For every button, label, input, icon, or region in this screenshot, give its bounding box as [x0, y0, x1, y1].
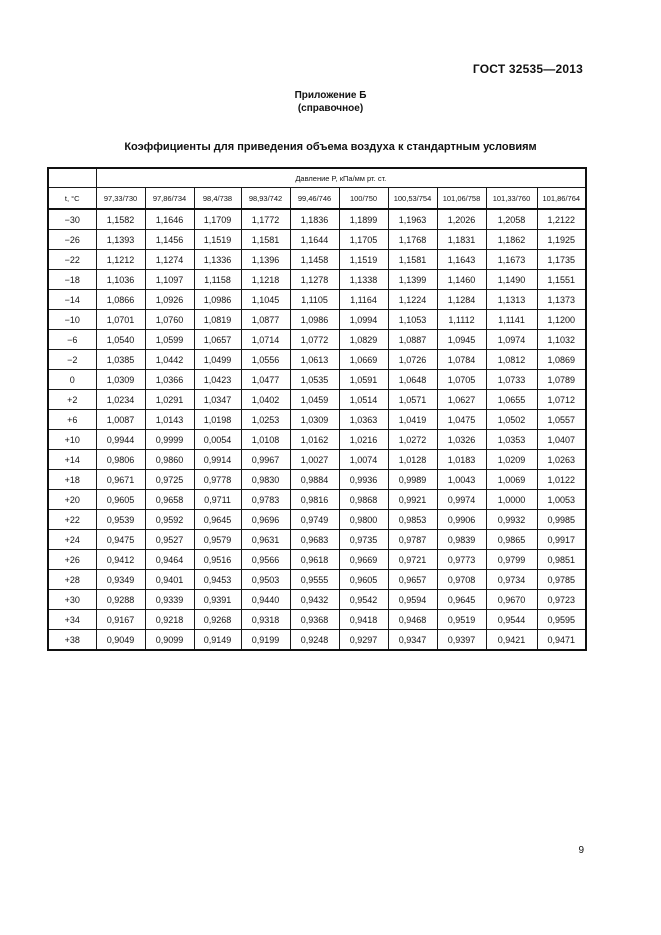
table-row [48, 510, 586, 530]
coefficient-cell: 0,9397 [437, 630, 486, 651]
coefficient-cell: 0,9671 [96, 470, 145, 490]
table-row [48, 330, 586, 350]
coefficient-cell: 0,9853 [388, 510, 437, 530]
coefficient-cell: 0,9936 [339, 470, 388, 490]
coefficient-cell: 0,9851 [537, 550, 586, 570]
page-number: 9 [578, 845, 584, 856]
document-code: ГОСТ 32535—2013 [472, 62, 583, 76]
coefficient-cell: 1,1097 [145, 270, 194, 290]
coefficient-cell: 0,9799 [486, 550, 537, 570]
coefficient-cell: 1,0366 [145, 370, 194, 390]
coefficient-cell: 1,0655 [486, 390, 537, 410]
table-row [48, 230, 586, 250]
coefficient-cell: 0,9339 [145, 590, 194, 610]
coefficient-cell: 1,1313 [486, 290, 537, 310]
coefficient-cell: 0,9721 [388, 550, 437, 570]
coefficient-cell: 0,9595 [537, 610, 586, 630]
coefficient-cell: 0,9645 [194, 510, 241, 530]
coefficient-cell: 0,9566 [241, 550, 290, 570]
coefficient-cell: 0,9218 [145, 610, 194, 630]
pressure-column-header: 100,53/754 [388, 188, 437, 210]
coefficient-cell: 0,9519 [437, 610, 486, 630]
coefficient-cell: 1,1218 [241, 270, 290, 290]
coefficient-cell: 1,1278 [290, 270, 339, 290]
coefficient-cell: 1,0027 [290, 450, 339, 470]
coefficient-cell: 1,0599 [145, 330, 194, 350]
table-row [48, 610, 586, 630]
table-row [48, 250, 586, 270]
coefficient-cell: 0,9347 [388, 630, 437, 651]
coefficient-cell: 0,9800 [339, 510, 388, 530]
coefficient-cell: 0,9723 [537, 590, 586, 610]
coefficient-cell: 0,9985 [537, 510, 586, 530]
coefficient-cell: 1,0108 [241, 430, 290, 450]
appendix-title: Приложение Б [294, 90, 367, 101]
coefficient-cell: 1,1373 [537, 290, 586, 310]
temperature-cell: +26 [48, 550, 96, 570]
coefficient-cell: 1,0477 [241, 370, 290, 390]
coefficient-cell: 0,9555 [290, 570, 339, 590]
temperature-cell: −26 [48, 230, 96, 250]
coefficient-cell: 1,0760 [145, 310, 194, 330]
coefficient-cell: 1,1274 [145, 250, 194, 270]
coefficient-cell: 1,0263 [537, 450, 586, 470]
pressure-column-header: 97,33/730 [96, 188, 145, 210]
temperature-column-header: t, °С [48, 188, 96, 210]
coefficient-cell: 1,0705 [437, 370, 486, 390]
coefficient-cell: 1,2058 [486, 209, 537, 230]
coefficient-cell: 1,1646 [145, 209, 194, 230]
coefficient-cell: 0,9860 [145, 450, 194, 470]
coefficient-cell: 0,9475 [96, 530, 145, 550]
temperature-cell: −18 [48, 270, 96, 290]
coefficient-cell: 0,9868 [339, 490, 388, 510]
coefficient-cell: 1,1862 [486, 230, 537, 250]
coefficient-cell: 0,9503 [241, 570, 290, 590]
coefficient-cell: 1,0402 [241, 390, 290, 410]
temperature-cell: +38 [48, 630, 96, 651]
coefficient-cell: 1,0069 [486, 470, 537, 490]
coefficient-cell: 1,1045 [241, 290, 290, 310]
table-row [48, 270, 586, 290]
coefficient-cell: 0,9785 [537, 570, 586, 590]
table-group-header-row [48, 168, 586, 188]
coefficient-cell: 0,9806 [96, 450, 145, 470]
coefficient-cell: 1,1141 [486, 310, 537, 330]
temperature-cell: +28 [48, 570, 96, 590]
coefficient-cell: 1,0053 [537, 490, 586, 510]
coefficient-cell: 1,0819 [194, 310, 241, 330]
coefficient-cell: 0,9099 [145, 630, 194, 651]
coefficient-cell: 1,0869 [537, 350, 586, 370]
coefficient-cell: 1,0556 [241, 350, 290, 370]
coefficient-cell: 1,0143 [145, 410, 194, 430]
coefficient-cell: 0,9527 [145, 530, 194, 550]
coefficient-cell: 0,9734 [486, 570, 537, 590]
coefficient-cell: 1,1551 [537, 270, 586, 290]
coefficient-cell: 1,0309 [96, 370, 145, 390]
coefficient-cell: 1,1036 [96, 270, 145, 290]
coefficient-cell: 1,1164 [339, 290, 388, 310]
coefficient-cell: 1,1581 [241, 230, 290, 250]
coefficient-cell: 1,1490 [486, 270, 537, 290]
coefficient-cell: 0,9248 [290, 630, 339, 651]
coefficient-cell: 1,1456 [145, 230, 194, 250]
coefficient-cell: 1,1643 [437, 250, 486, 270]
temperature-cell: +18 [48, 470, 96, 490]
coefficient-cell: 1,1735 [537, 250, 586, 270]
coefficient-cell: 1,0648 [388, 370, 437, 390]
coefficient-cell: 1,0209 [486, 450, 537, 470]
coefficient-cell: 1,1338 [339, 270, 388, 290]
coefficient-cell: 1,0701 [96, 310, 145, 330]
coefficient-cell: 1,0043 [437, 470, 486, 490]
coefficient-cell: 0,9297 [339, 630, 388, 651]
coefficient-cell: 0,9708 [437, 570, 486, 590]
table-row [48, 209, 586, 230]
coefficient-cell: 0,9421 [486, 630, 537, 651]
coefficient-cell: 0,9839 [437, 530, 486, 550]
coefficient-cell: 1,1768 [388, 230, 437, 250]
table-row [48, 590, 586, 610]
coefficient-cell: 1,1224 [388, 290, 437, 310]
table-row [48, 430, 586, 450]
coefficient-cell: 1,0502 [486, 410, 537, 430]
coefficient-cell: 1,0994 [339, 310, 388, 330]
pressure-column-header: 101,33/760 [486, 188, 537, 210]
coefficient-cell: 1,1925 [537, 230, 586, 250]
coefficient-cell: 0,9605 [339, 570, 388, 590]
coefficient-cell: 0,9932 [486, 510, 537, 530]
coefficient-cell: 1,0353 [486, 430, 537, 450]
coefficient-cell: 1,0442 [145, 350, 194, 370]
table-row [48, 490, 586, 510]
coefficient-cell: 1,1519 [194, 230, 241, 250]
temperature-cell: −14 [48, 290, 96, 310]
coefficient-cell: 1,0499 [194, 350, 241, 370]
pressure-column-header: 100/750 [339, 188, 388, 210]
coefficient-cell: 0,9544 [486, 610, 537, 630]
coefficient-cell: 1,1673 [486, 250, 537, 270]
pressure-column-header: 97,86/734 [145, 188, 194, 210]
coefficient-cell: 1,0557 [537, 410, 586, 430]
temperature-cell: −10 [48, 310, 96, 330]
coefficient-cell: 0,9778 [194, 470, 241, 490]
table-row [48, 630, 586, 651]
coefficient-cell: 0,9696 [241, 510, 290, 530]
temperature-cell: +10 [48, 430, 96, 450]
table-header-spacer [48, 168, 96, 188]
coefficient-cell: 1,0385 [96, 350, 145, 370]
table-row [48, 310, 586, 330]
coefficient-cell: 1,0074 [339, 450, 388, 470]
coefficient-cell: 1,0926 [145, 290, 194, 310]
coefficient-cell: 1,1336 [194, 250, 241, 270]
table-row [48, 450, 586, 470]
coefficient-cell: 0,9412 [96, 550, 145, 570]
coefficient-cell: 0,9749 [290, 510, 339, 530]
coefficient-cell: 0,9773 [437, 550, 486, 570]
coefficient-cell: 0,9268 [194, 610, 241, 630]
coefficient-cell: 0,9974 [437, 490, 486, 510]
coefficient-cell: 0,9711 [194, 490, 241, 510]
temperature-cell: +30 [48, 590, 96, 610]
coefficient-cell: 0,9368 [290, 610, 339, 630]
coefficient-cell: 1,1200 [537, 310, 586, 330]
coefficient-cell: 0,9631 [241, 530, 290, 550]
coefficient-cell: 1,1899 [339, 209, 388, 230]
coefficient-cell: 1,0291 [145, 390, 194, 410]
coefficient-cell: 0,9725 [145, 470, 194, 490]
coefficient-cell: 0,9199 [241, 630, 290, 651]
coefficient-cell: 1,0712 [537, 390, 586, 410]
temperature-cell: +24 [48, 530, 96, 550]
coefficient-cell: 1,0122 [537, 470, 586, 490]
pressure-column-header: 98,93/742 [241, 188, 290, 210]
coefficient-cell: 1,0347 [194, 390, 241, 410]
coefficient-cell: 1,0514 [339, 390, 388, 410]
coefficient-cell: 1,0540 [96, 330, 145, 350]
coefficient-cell: 1,0877 [241, 310, 290, 330]
pressure-column-header: 101,86/764 [537, 188, 586, 210]
table-body [48, 209, 586, 650]
coefficient-cell: 1,0183 [437, 450, 486, 470]
table-caption: Коэффициенты для приведения объема воздуха к стандартным условиям [124, 141, 537, 153]
table-row [48, 550, 586, 570]
coefficient-cell: 1,0887 [388, 330, 437, 350]
coefficient-cell: 0,9944 [96, 430, 145, 450]
coefficient-cell: 1,0726 [388, 350, 437, 370]
coefficient-cell: 1,1772 [241, 209, 290, 230]
coefficient-cell: 1,0423 [194, 370, 241, 390]
coefficient-cell: 0,9468 [388, 610, 437, 630]
coefficient-cell: 1,0309 [290, 410, 339, 430]
temperature-cell: +34 [48, 610, 96, 630]
coefficient-cell: 1,2122 [537, 209, 586, 230]
temperature-cell: −6 [48, 330, 96, 350]
temperature-cell: 0 [48, 370, 96, 390]
coefficient-cell: 1,1836 [290, 209, 339, 230]
temperature-cell: −30 [48, 209, 96, 230]
appendix-type: (справочное) [297, 103, 364, 114]
coefficient-cell: 0,9657 [388, 570, 437, 590]
coefficient-cell: 0,9830 [241, 470, 290, 490]
coefficient-cell: 1,1582 [96, 209, 145, 230]
coefficient-cell: 1,0789 [537, 370, 586, 390]
pressure-group-header: Давление P, кПа/мм рт. ст. [96, 168, 586, 188]
coefficient-cell: 0,9391 [194, 590, 241, 610]
coefficient-cell: 1,1831 [437, 230, 486, 250]
coefficient-cell: 1,0459 [290, 390, 339, 410]
coefficient-cell: 0,9787 [388, 530, 437, 550]
coefficient-cell: 1,0974 [486, 330, 537, 350]
coefficient-cell: 1,0657 [194, 330, 241, 350]
coefficient-cell: 1,1393 [96, 230, 145, 250]
coefficient-cell: 0,9906 [437, 510, 486, 530]
temperature-cell: +14 [48, 450, 96, 470]
coefficient-cell: 1,1212 [96, 250, 145, 270]
coefficient-cell: 1,1112 [437, 310, 486, 330]
coefficient-cell: 0,9914 [194, 450, 241, 470]
coefficient-cell: 0,9579 [194, 530, 241, 550]
coefficient-cell: 1,0326 [437, 430, 486, 450]
coefficient-cell: 0,9658 [145, 490, 194, 510]
coefficient-cell: 0,9967 [241, 450, 290, 470]
coefficient-cell: 0,9670 [486, 590, 537, 610]
coefficient-cell: 0,9816 [290, 490, 339, 510]
coefficient-cell: 0,9917 [537, 530, 586, 550]
coefficient-cell: 0,9683 [290, 530, 339, 550]
coefficient-cell: 0,9645 [437, 590, 486, 610]
coefficient-cell: 1,0363 [339, 410, 388, 430]
coefficient-cell: 0,9605 [96, 490, 145, 510]
coefficient-cell: 1,0733 [486, 370, 537, 390]
coefficient-cell: 0,9418 [339, 610, 388, 630]
coefficient-cell: 0,9149 [194, 630, 241, 651]
coefficient-cell: 1,0407 [537, 430, 586, 450]
coefficient-cell: 1,1963 [388, 209, 437, 230]
coefficient-cell: 1,2026 [437, 209, 486, 230]
temperature-cell: +6 [48, 410, 96, 430]
table-row [48, 350, 586, 370]
coefficient-cell: 1,0087 [96, 410, 145, 430]
coefficient-cell: 1,1709 [194, 209, 241, 230]
coefficient-cell: 0,9989 [388, 470, 437, 490]
table-row [48, 290, 586, 310]
coefficient-cell: 1,0475 [437, 410, 486, 430]
coefficient-cell: 1,0272 [388, 430, 437, 450]
coefficient-cell: 1,0714 [241, 330, 290, 350]
coefficient-cell: 1,1458 [290, 250, 339, 270]
coefficient-cell: 0,9594 [388, 590, 437, 610]
coefficient-cell: 0,9884 [290, 470, 339, 490]
table-row [48, 390, 586, 410]
coefficient-cell: 1,0571 [388, 390, 437, 410]
coefficient-cell: 0,9999 [145, 430, 194, 450]
coefficient-cell: 1,0772 [290, 330, 339, 350]
coefficient-cell: 1,0812 [486, 350, 537, 370]
coefficient-cell: 1,0216 [339, 430, 388, 450]
coefficient-cell: 1,1396 [241, 250, 290, 270]
coefficient-cell: 0,9167 [96, 610, 145, 630]
coefficient-cell: 0,9432 [290, 590, 339, 610]
temperature-cell: +22 [48, 510, 96, 530]
coefficient-cell: 1,1105 [290, 290, 339, 310]
coefficient-cell: 1,1399 [388, 270, 437, 290]
coefficient-cell: 0,9440 [241, 590, 290, 610]
coefficient-cell: 0,9288 [96, 590, 145, 610]
table-row [48, 470, 586, 490]
table-row [48, 410, 586, 430]
coefficient-cell: 1,0253 [241, 410, 290, 430]
coefficient-cell: 1,0986 [290, 310, 339, 330]
coefficient-cell: 0,9401 [145, 570, 194, 590]
coefficient-cell: 1,0945 [437, 330, 486, 350]
coefficient-cell: 1,0986 [194, 290, 241, 310]
coefficient-cell: 1,0613 [290, 350, 339, 370]
coefficient-cell: 0,9516 [194, 550, 241, 570]
coefficient-cell: 0,9318 [241, 610, 290, 630]
coefficient-cell: 1,1284 [437, 290, 486, 310]
temperature-cell: −2 [48, 350, 96, 370]
coefficient-cell: 0,9464 [145, 550, 194, 570]
pressure-column-header: 98,4/738 [194, 188, 241, 210]
coefficient-cell: 0,9669 [339, 550, 388, 570]
coefficient-cell: 1,0784 [437, 350, 486, 370]
pressure-column-header: 101,06/758 [437, 188, 486, 210]
coefficient-cell: 1,0829 [339, 330, 388, 350]
coefficient-cell: 0,9735 [339, 530, 388, 550]
coefficient-cell: 0,9349 [96, 570, 145, 590]
coefficient-cell: 0,9542 [339, 590, 388, 610]
table-row [48, 370, 586, 390]
coefficient-cell: 0,9453 [194, 570, 241, 590]
coefficient-cell: 1,1705 [339, 230, 388, 250]
pressure-column-header: 99,46/746 [290, 188, 339, 210]
coefficient-cell: 1,0198 [194, 410, 241, 430]
coefficient-cell: 1,1519 [339, 250, 388, 270]
appendix-heading [0, 89, 661, 115]
table-row [48, 570, 586, 590]
coefficient-cell: 1,0000 [486, 490, 537, 510]
coefficient-cell: 1,0627 [437, 390, 486, 410]
coefficient-cell: 1,1581 [388, 250, 437, 270]
coefficient-cell: 1,0162 [290, 430, 339, 450]
coefficient-cell: 1,0591 [339, 370, 388, 390]
coefficient-cell: 0,0054 [194, 430, 241, 450]
coefficient-cell: 1,1053 [388, 310, 437, 330]
coefficient-cell: 0,9783 [241, 490, 290, 510]
coefficient-cell: 1,1460 [437, 270, 486, 290]
coefficient-cell: 1,0419 [388, 410, 437, 430]
coefficient-cell: 1,0535 [290, 370, 339, 390]
coefficient-cell: 1,0669 [339, 350, 388, 370]
coefficient-cell: 1,0128 [388, 450, 437, 470]
coefficient-cell: 1,1158 [194, 270, 241, 290]
temperature-cell: −22 [48, 250, 96, 270]
temperature-cell: +20 [48, 490, 96, 510]
temperature-cell: +2 [48, 390, 96, 410]
coefficient-cell: 0,9921 [388, 490, 437, 510]
table-column-header-row [48, 188, 586, 210]
table-row [48, 530, 586, 550]
coefficient-table [47, 167, 587, 651]
coefficient-cell: 1,0234 [96, 390, 145, 410]
coefficient-cell: 1,1032 [537, 330, 586, 350]
coefficient-cell: 0,9471 [537, 630, 586, 651]
coefficient-cell: 1,1644 [290, 230, 339, 250]
coefficient-cell: 1,0866 [96, 290, 145, 310]
coefficient-cell: 0,9049 [96, 630, 145, 651]
coefficient-cell: 0,9618 [290, 550, 339, 570]
coefficient-cell: 0,9592 [145, 510, 194, 530]
coefficient-cell: 0,9539 [96, 510, 145, 530]
coefficient-cell: 0,9865 [486, 530, 537, 550]
